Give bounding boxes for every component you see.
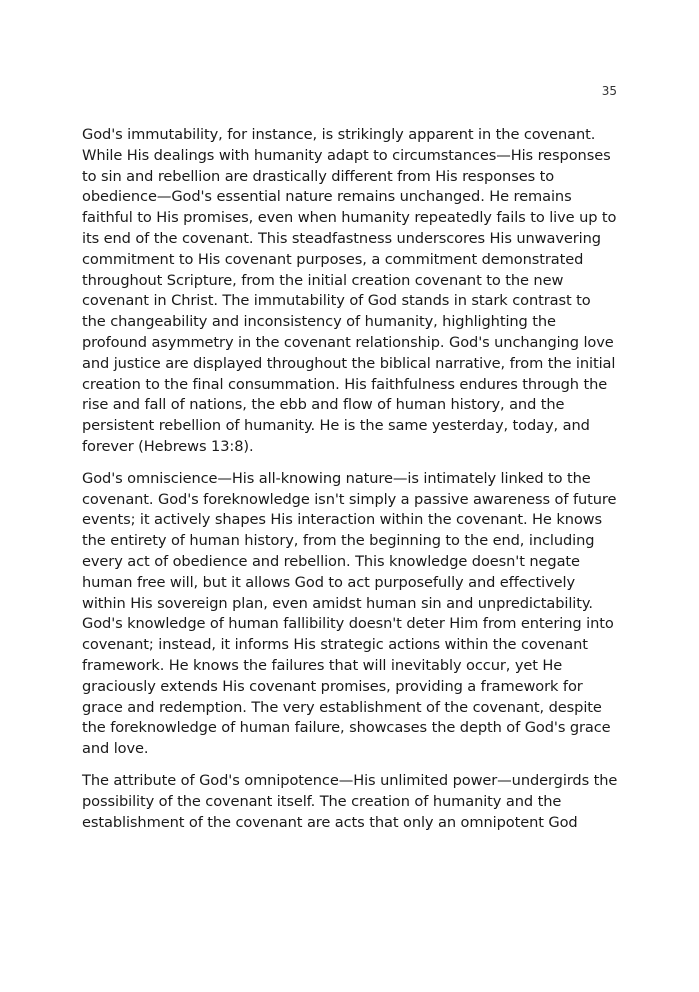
paragraph-omniscience: God's omniscience—His all-knowing nature—is intimately linked to the covenant. God's foreknowledge isn't simply a passive awareness of future events; it actively shapes His interaction within the covenant. He knows the entirety of human history, from the beginning to the end, including every act of obedience and rebellion. This knowledge doesn't negate human free will, but it allows God to act purposefully and effectively within His sovereign plan, even amidst human sin and unpredictability. God's knowledge of human fallibility doesn't deter Him from entering into covenant; instead, it informs His strategic actions within the covenant framework. He knows the failures that will inevitably occur, yet He graciously extends His covenant promises, providing a framework for grace and redemption. The very establishment of the covenant, despite the foreknowledge of human failure, showcases the depth of God's grace and love. (82, 469, 617, 758)
page-number: 35 (601, 84, 617, 98)
paragraph-omnipotence: The attribute of God's omnipotence—His unlimited power—undergirds the possibility of the covenant itself. The creation of humanity and the establishment of the covenant are acts that only an omnipotent God (82, 771, 618, 831)
paragraph-immutability: God's immutability, for instance, is strikingly apparent in the covenant. While His dealings with humanity adapt to circumstances—His responses to sin and rebellion are drastically different from His responses to obedience—God's essential nature remains unchanged. He remains faithful to His promises, even when humanity repeatedly fails to live up to its end of the covenant. This steadfastness underscores His unwavering commitment to His covenant purposes, a commitment demonstrated throughout Scripture, from the initial creation covenant to the new covenant in Christ. The immutability of God stands in stark contrast to the changeability and inconsistency of humanity, highlighting the profound asymmetry in the covenant relationship. God's unchanging love and justice are displayed throughout the biblical narrative, from the initial creation to the final consummation. His faithfulness endures through the rise and fall of nations, the ebb and flow of human history, and the persistent rebellion of humanity. He is the same yesterday, today, and forever (Hebrews 13:8). (82, 126, 617, 455)
page-body (82, 125, 618, 844)
